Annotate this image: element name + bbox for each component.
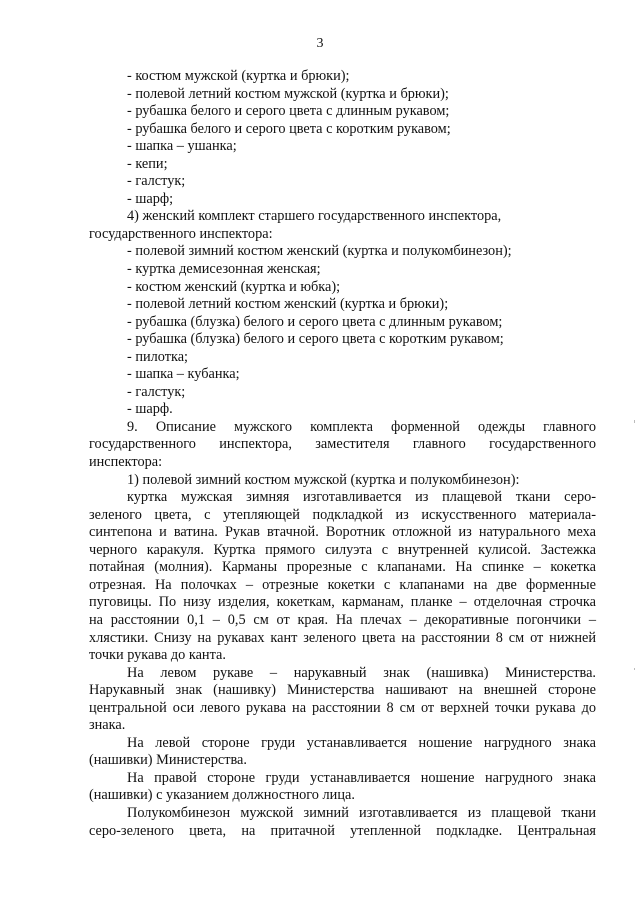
paragraph-line: зеленого цвета, с утепляющей подкладкой из искусственного материала- xyxy=(89,506,596,523)
scan-speck xyxy=(634,420,635,423)
paragraph-line: синтепона и ватина. Рукав втачной. Воротник отложной из натурального меха xyxy=(89,524,596,541)
list-item: - костюм мужской (куртка и брюки); xyxy=(127,68,350,84)
list-item: - шапка – ушанка; xyxy=(127,138,237,155)
paragraph-line: государственного инспектора, заместителя главного государственного xyxy=(89,436,596,453)
list-item: - рубашка (блузка) белого и серого цвета с длинным рукавом; xyxy=(127,313,503,330)
paragraph-line: точки рукава до канта. xyxy=(89,647,226,664)
paragraph-line: потайная (молния). Карманы прорезные с клапанами. На спинке – кокетка xyxy=(89,559,596,576)
page-number: 3 xyxy=(316,36,324,51)
list-uniform-items-a xyxy=(89,68,596,208)
list-item: - галстук; xyxy=(127,383,186,400)
paragraph-line: На левом рукаве – нарукавный знак (нашивка) Министерства. xyxy=(127,664,596,681)
list-item: - полевой летний костюм мужской (куртка и брюки); xyxy=(127,85,449,102)
paragraph-line: центральной оси левого рукава на расстоянии 8 см от верхней точки рукава до xyxy=(89,699,596,716)
paragraph-line: знака. xyxy=(89,717,126,734)
paragraph-line: На левой стороне груди устанавливается ношение нагрудного знака xyxy=(127,734,596,751)
item4-line: государственного инспектора: xyxy=(89,225,273,242)
paragraph-line: куртка мужская зимняя изготавливается из плащевой ткани серо- xyxy=(127,489,596,506)
section-9-heading xyxy=(89,419,596,472)
list-item: - галстук; xyxy=(127,173,186,190)
list-item: - костюм женский (куртка и юбка); xyxy=(127,278,341,295)
paragraph-line: отрезная. На полочках – отрезные кокетки с клапанами на две форменные xyxy=(89,576,596,593)
list-item: - шарф. xyxy=(127,401,173,418)
paragraph-line: (нашивки) с указанием должностного лица. xyxy=(89,787,355,804)
list-item: - рубашка белого и серого цвета с коротким рукавом; xyxy=(127,120,451,137)
list-item: - кепи; xyxy=(127,155,168,172)
document-body xyxy=(89,68,596,840)
list-item: - полевой летний костюм женский (куртка и брюки); xyxy=(127,296,449,313)
paragraph-line: (нашивки) Министерства. xyxy=(89,752,247,769)
paragraph-jacket xyxy=(89,489,596,664)
paragraph-overalls xyxy=(89,805,596,840)
paragraph-line: На правой стороне груди устанавливается ношение нагрудного знака xyxy=(127,769,596,786)
paragraph-line: 9. Описание мужского комплекта форменной одежды главного xyxy=(127,418,596,435)
list-uniform-items-b xyxy=(89,243,596,418)
paragraph-line: черного каракуля. Куртка прямого силуэта с внутренней кулисой. Застежка xyxy=(89,541,596,558)
paragraph-line: на расстоянии 0,1 – 0,5 см от края. На плечах – декоративные погончики – xyxy=(89,611,596,628)
item4-line: 4) женский комплект старшего государственного инспектора, xyxy=(127,208,502,225)
list-item: - полевой зимний костюм женский (куртка и полукомбинезон); xyxy=(127,243,512,260)
paragraph-line: Нарукавный знак (нашивку) Министерства нашивают на внешней стороне xyxy=(89,682,596,699)
paragraph-line: хлястики. Снизу на рукавах кант зеленого цвета на расстоянии 8 см от нижней xyxy=(89,629,596,646)
paragraph-left-chest xyxy=(89,735,596,770)
list-item: - шарф; xyxy=(127,190,174,207)
list-item: - пилотка; xyxy=(127,348,189,365)
paragraph-sleeve xyxy=(89,665,596,735)
paragraph-line: Полукомбинезон мужской зимний изготавливается из плащевой ткани xyxy=(127,804,596,821)
list-item: - куртка демисезонная женская; xyxy=(127,261,321,278)
list-item: - рубашка (блузка) белого и серого цвета с коротким рукавом; xyxy=(127,331,504,348)
paragraph-right-chest xyxy=(89,770,596,805)
scan-speck xyxy=(634,668,635,670)
item4-heading xyxy=(89,208,596,243)
paragraph-line: инспектора: xyxy=(89,454,163,471)
subsection-1-heading: 1) полевой зимний костюм мужской (куртка и полукомбинезон): xyxy=(127,471,520,488)
list-item: - рубашка белого и серого цвета с длинным рукавом; xyxy=(127,103,450,120)
paragraph-line: пуговицы. По низу изделия, кокеткам, карманам, планке – отделочная строчка xyxy=(89,594,596,611)
paragraph-line: серо-зеленого цвета, на притачной утепленной подкладке. Центральная xyxy=(89,822,596,839)
list-item: - шапка – кубанка; xyxy=(127,366,240,383)
